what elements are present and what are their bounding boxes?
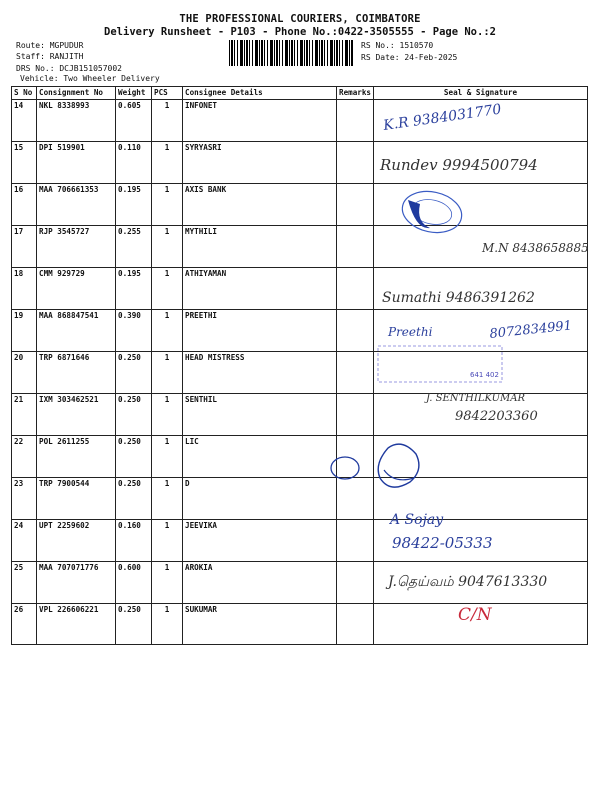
table-row [12, 604, 588, 645]
cell-signature [374, 100, 588, 142]
staff-label: Staff: RANJITH [16, 52, 84, 61]
table-row [12, 310, 588, 352]
table-row [12, 142, 588, 184]
table-row [12, 562, 588, 604]
cell-consignment: IXM 303462521 [37, 394, 116, 436]
cell-consignee: JEEVIKA [183, 520, 337, 562]
cell-pcs: 1 [152, 226, 183, 268]
table-row [12, 184, 588, 226]
cell-sno: 20 [12, 352, 37, 394]
cell-consignment: MAA 706661353 [37, 184, 116, 226]
cell-remarks [337, 142, 374, 184]
cell-weight: 0.600 [116, 562, 152, 604]
cell-pcs: 1 [152, 562, 183, 604]
vehicle-label: Vehicle: Two Wheeler Delivery [20, 74, 160, 83]
cell-weight: 0.160 [116, 520, 152, 562]
cell-signature [374, 394, 588, 436]
cell-remarks [337, 100, 374, 142]
cell-consignment: RJP 3545727 [37, 226, 116, 268]
cell-weight: 0.605 [116, 100, 152, 142]
cell-weight: 0.110 [116, 142, 152, 184]
cell-pcs: 1 [152, 604, 183, 645]
cell-weight: 0.250 [116, 352, 152, 394]
cell-pcs: 1 [152, 352, 183, 394]
cell-signature [374, 520, 588, 562]
drs-number: DRS No.: DCJB151057002 [16, 64, 122, 73]
cell-sno: 25 [12, 562, 37, 604]
cell-consignee: LIC [183, 436, 337, 478]
barcode [229, 40, 353, 66]
cell-remarks [337, 562, 374, 604]
cell-weight: 0.250 [116, 394, 152, 436]
cell-pcs: 1 [152, 310, 183, 352]
company-title: THE PROFESSIONAL COURIERS, COIMBATORE [179, 13, 421, 25]
signature-row-14: K.R 9384031770 [382, 101, 503, 134]
cell-signature [374, 436, 588, 478]
cell-consignment: TRP 7900544 [37, 478, 116, 520]
cell-consignment: CMM 929729 [37, 268, 116, 310]
cell-pcs: 1 [152, 142, 183, 184]
signature-row-19b: 8072834991 [488, 318, 573, 342]
cell-remarks [337, 226, 374, 268]
table-row [12, 436, 588, 478]
cell-sno: 22 [12, 436, 37, 478]
cell-consignee: HEAD MISTRESS [183, 352, 337, 394]
signature-row-25: J.தெய்வம் 9047613330 [388, 574, 548, 590]
cell-pcs: 1 [152, 184, 183, 226]
signature-row-24b: 98422-05333 [392, 534, 493, 552]
cell-weight: 0.250 [116, 478, 152, 520]
signature-row-24a: A Sojay [390, 512, 444, 528]
cell-remarks [337, 268, 374, 310]
cell-signature [374, 142, 588, 184]
cell-consignment: MAA 868847541 [37, 310, 116, 352]
runsheet-table [11, 86, 588, 645]
cell-signature [374, 226, 588, 268]
table-row [12, 226, 588, 268]
col-pcs: PCS [152, 87, 183, 100]
table-row [12, 352, 588, 394]
cell-weight: 0.250 [116, 436, 152, 478]
signature-row-21b: 9842203360 [455, 409, 538, 424]
cell-pcs: 1 [152, 268, 183, 310]
cell-remarks [337, 436, 374, 478]
cell-remarks [337, 394, 374, 436]
table-row [12, 520, 588, 562]
cell-sno: 26 [12, 604, 37, 645]
cell-signature [374, 352, 588, 394]
cell-sno: 19 [12, 310, 37, 352]
cell-sno: 17 [12, 226, 37, 268]
cell-consignee: MYTHILI [183, 226, 337, 268]
col-sno: S No [12, 87, 37, 100]
cell-consignee: AROKIA [183, 562, 337, 604]
cell-consignment: UPT 2259602 [37, 520, 116, 562]
signature-row-15: Rundev 9994500794 [380, 156, 538, 174]
cell-sno: 21 [12, 394, 37, 436]
cell-consignment: TRP 6871646 [37, 352, 116, 394]
cell-consignee: SUKUMAR [183, 604, 337, 645]
table-row [12, 100, 588, 142]
cell-signature [374, 268, 588, 310]
cell-consignment: DPI 519901 [37, 142, 116, 184]
cell-consignee: INFONET [183, 100, 337, 142]
cell-signature [374, 310, 588, 352]
rs-number: RS No.: 1510570 [361, 41, 434, 50]
col-consignee: Consignee Details [183, 87, 337, 100]
signature-row-18: Sumathi 9486391262 [382, 290, 535, 306]
cell-sno: 15 [12, 142, 37, 184]
col-weight: Weight [116, 87, 152, 100]
cell-weight: 0.390 [116, 310, 152, 352]
cell-weight: 0.250 [116, 604, 152, 645]
cell-sno: 23 [12, 478, 37, 520]
stamp-pincode: 641 402 [470, 371, 499, 379]
cell-weight: 0.195 [116, 184, 152, 226]
cell-signature [374, 184, 588, 226]
cell-pcs: 1 [152, 436, 183, 478]
cell-remarks [337, 310, 374, 352]
runsheet-subtitle: Delivery Runsheet - P103 - Phone No.:0422-3505555 - Page No.:2 [104, 26, 496, 38]
signature-row-26: C/N [458, 605, 492, 625]
cell-sno: 18 [12, 268, 37, 310]
table-row [12, 268, 588, 310]
cell-remarks [337, 604, 374, 645]
cell-weight: 0.195 [116, 268, 152, 310]
col-consignment: Consignment No [37, 87, 116, 100]
cell-signature [374, 604, 588, 645]
col-remarks: Remarks [337, 87, 374, 100]
cell-pcs: 1 [152, 394, 183, 436]
cell-pcs: 1 [152, 100, 183, 142]
cell-sno: 14 [12, 100, 37, 142]
table-header-row [12, 87, 588, 100]
signature-row-17: M.N 8438658885 [482, 241, 589, 255]
cell-pcs: 1 [152, 478, 183, 520]
cell-signature [374, 562, 588, 604]
cell-pcs: 1 [152, 520, 183, 562]
cell-consignment: VPL 226606221 [37, 604, 116, 645]
cell-consignee: SYRYASRI [183, 142, 337, 184]
cell-remarks [337, 478, 374, 520]
cell-consignee: AXIS BANK [183, 184, 337, 226]
col-signature: Seal & Signature [374, 87, 588, 100]
cell-sno: 24 [12, 520, 37, 562]
table-row [12, 394, 588, 436]
rs-date: RS Date: 24-Feb-2025 [361, 53, 458, 62]
cell-sno: 16 [12, 184, 37, 226]
cell-consignment: MAA 707071776 [37, 562, 116, 604]
cell-remarks [337, 352, 374, 394]
cell-remarks [337, 184, 374, 226]
cell-consignment: POL 2611255 [37, 436, 116, 478]
cell-weight: 0.255 [116, 226, 152, 268]
cell-consignee: D [183, 478, 337, 520]
signature-row-19a: Preethi [388, 325, 433, 339]
signature-row-21a: J. SENTHILKUMAR [426, 393, 526, 404]
cell-consignment: NKL 8338993 [37, 100, 116, 142]
route-label: Route: MGPUDUR [16, 41, 84, 50]
cell-consignee: ATHIYAMAN [183, 268, 337, 310]
cell-consignee: SENTHIL [183, 394, 337, 436]
table-row [12, 478, 588, 520]
cell-remarks [337, 520, 374, 562]
cell-consignee: PREETHI [183, 310, 337, 352]
cell-signature [374, 478, 588, 520]
